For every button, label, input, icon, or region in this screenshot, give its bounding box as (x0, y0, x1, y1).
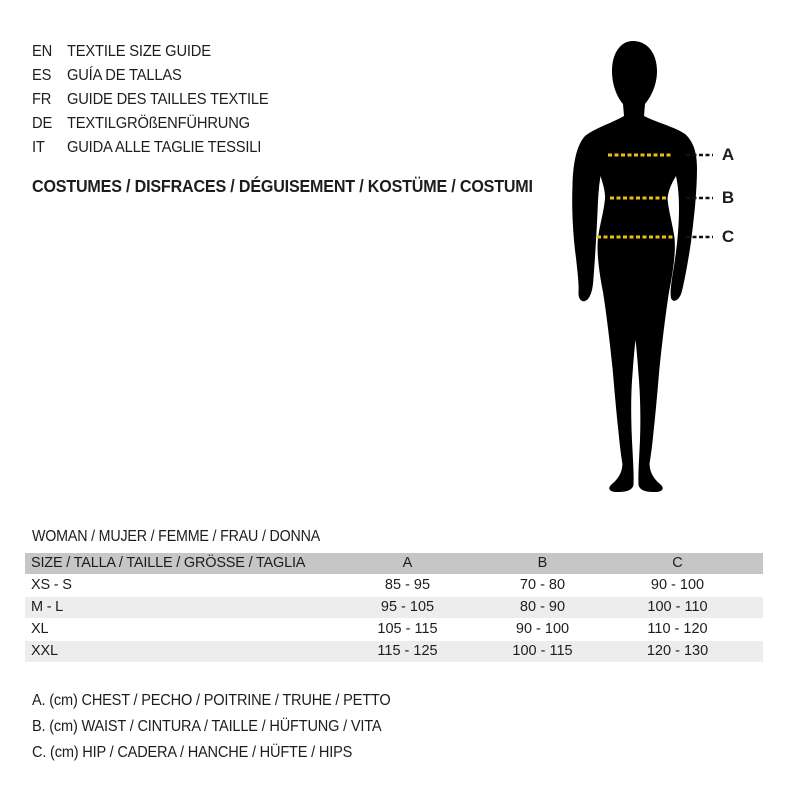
column-header-a: A (402, 555, 413, 571)
waist-cell: 80 - 90 (519, 599, 566, 615)
marker-label-hip: C (721, 227, 735, 246)
table-section-title: WOMAN / MUJER / FEMME / FRAU / DONNA (32, 528, 321, 545)
marker-label-waist: B (721, 188, 735, 207)
category-title: COSTUMES / DISFRACES / DÉGUISEMENT / KOSTÜME / COSTUMI (32, 176, 533, 196)
language-row (32, 64, 269, 88)
size-cell: XS - S (31, 577, 72, 593)
language-code: EN (32, 43, 53, 60)
column-header-b: B (537, 555, 548, 571)
hip-cell: 110 - 120 (647, 621, 708, 637)
language-title: GUÍA DE TALLAS (66, 67, 182, 84)
table-row (25, 575, 763, 596)
size-cell: M - L (31, 599, 64, 615)
chest-cell: 85 - 95 (384, 577, 431, 593)
waist-cell: 70 - 80 (519, 577, 566, 593)
language-title-list (32, 40, 289, 160)
size-table (25, 553, 763, 663)
language-code: DE (32, 115, 53, 132)
legend-note-chest: A. (cm) CHEST / PECHO / POITRINE / TRUHE / PETTO (32, 692, 391, 709)
waist-cell: 100 - 115 (512, 643, 573, 659)
hip-cell: 90 - 100 (650, 577, 705, 593)
chest-cell: 95 - 105 (380, 599, 435, 615)
table-row (25, 619, 763, 640)
table-row (25, 641, 763, 662)
chest-cell: 105 - 115 (377, 621, 438, 637)
language-row (32, 40, 269, 64)
woman-silhouette-svg (540, 15, 800, 515)
column-header-size: SIZE / TALLA / TAILLE / GRÖSSE / TAGLIA (31, 555, 306, 571)
woman-silhouette-figure (540, 15, 800, 515)
size-table-header-row (25, 553, 763, 574)
table-row (25, 597, 763, 618)
language-title: TEXTILE SIZE GUIDE (66, 43, 211, 60)
language-code: FR (32, 91, 52, 108)
chest-cell: 115 - 125 (377, 643, 438, 659)
hip-cell: 100 - 110 (647, 599, 708, 615)
language-title: GUIDE DES TAILLES TEXTILE (66, 91, 269, 108)
legend-note-hip: C. (cm) HIP / CADERA / HANCHE / HÜFTE / HIPS (32, 744, 353, 761)
measurement-legend (32, 688, 413, 766)
language-title: GUIDA ALLE TAGLIE TESSILI (66, 139, 262, 156)
language-title: TEXTILGRÖßENFÜHRUNG (66, 115, 250, 132)
language-row (32, 136, 269, 160)
marker-label-chest: A (721, 145, 735, 164)
size-cell: XXL (31, 643, 58, 659)
language-row (32, 88, 269, 112)
waist-cell: 90 - 100 (515, 621, 570, 637)
hip-cell: 120 - 130 (646, 643, 709, 659)
column-header-c: C (672, 555, 683, 571)
language-row (32, 112, 269, 136)
legend-note-waist: B. (cm) WAIST / CINTURA / TAILLE / HÜFTUNG / VITA (32, 718, 382, 735)
size-cell: XL (31, 621, 49, 637)
language-code: ES (32, 67, 52, 84)
language-code: IT (32, 139, 45, 156)
woman-silhouette-path (572, 41, 697, 492)
